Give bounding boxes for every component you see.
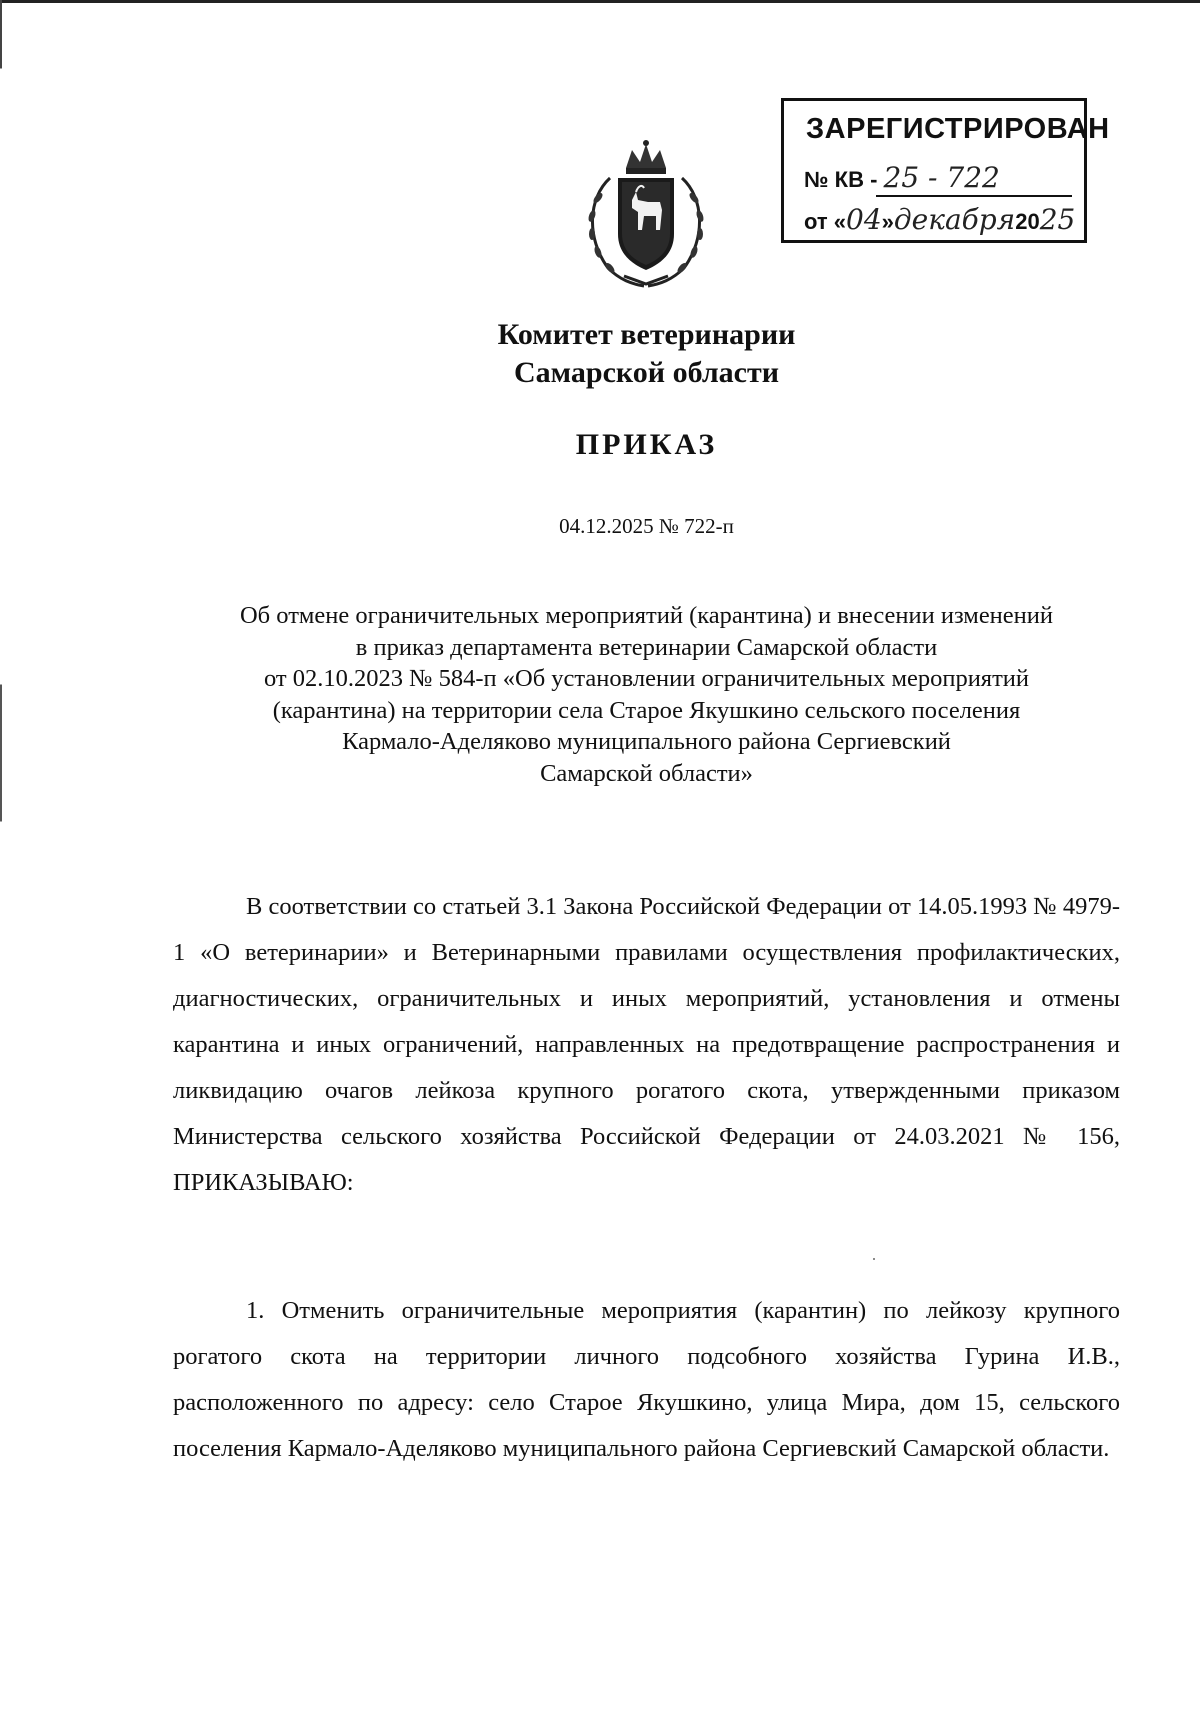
title-line: от 02.10.2023 № 584-п «Об установлении ограничительных мероприятий: [263, 665, 1030, 692]
stamp-number-label: № КВ -: [804, 167, 878, 192]
stamp-date-separator: »: [881, 209, 894, 234]
scan-edge-left: [0, 0, 2, 1711]
preamble-paragraph: В соответствии со статьей 3.1 Закона Российской Федерации от 14.05.1993 № 4979-1 «О ветеринарии» и Ветеринарными правилами осуществления профилактических, диагностических, ограничительных и иных мероприятий, установления и отмены карантина и иных ограничений, направленных на предотвращение распространения и ликвидацию очагов лейкоза крупного рогатого скота, утвержденными приказом Министерства сельского хозяйства Российской Федерации от 24.03.2021 № 156, ПРИКАЗЫВАЮ:: [173, 893, 1120, 1196]
scan-speck: [873, 1258, 875, 1260]
scan-edge-top: [0, 0, 1200, 3]
title-line: в приказ департамента ветеринарии Самарской области: [355, 633, 938, 661]
stamp-date-row: [804, 203, 1075, 236]
stamp-title: ЗАРЕГИСТРИРОВАН: [806, 113, 1110, 145]
stamp-number-underline: [876, 195, 1072, 197]
order-item-1-paragraph: 1. Отменить ограничительные мероприятия (карантин) по лейкозу крупного рогатого скота на территории личного подсобного хозяйства Гурина И.В., расположенного по адресу: село Старое Якушкино, улица Мира, дом 15, сельского поселения Кармало-Аделяково муниципального района Сергиевский Самарской области.: [173, 1297, 1120, 1462]
coat-of-arms-icon: [580, 138, 712, 288]
document-date-number: 04.12.2025 № 722-п: [559, 514, 734, 538]
stamp-date-day: 04: [846, 203, 882, 236]
stamp-date-year: 25: [1039, 203, 1076, 236]
organization-name: [0, 316, 1200, 392]
stamp-number-row: [804, 161, 1000, 194]
document-type: ПРИКАЗ: [575, 428, 718, 461]
title-line: Кармало-Аделяково муниципального района Сергиевский: [342, 728, 951, 755]
stamp-date-month: декабря: [893, 203, 1016, 236]
title-line: (карантина) на территории села Старое Якушкино сельского поселения: [272, 696, 1021, 724]
stamp-number-handwritten: 25 - 722: [883, 161, 1000, 194]
organization-line-2: Самарской области: [514, 356, 779, 389]
registration-stamp: [781, 98, 1110, 243]
title-line: Самарской области»: [540, 759, 753, 787]
document-title: [160, 600, 1133, 789]
stamp-date-year-prefix: 20: [1015, 209, 1040, 234]
title-line: Об отмене ограничительных мероприятий (карантина) и внесении изменений: [239, 602, 1054, 629]
organization-line-1: Комитет ветеринарии: [497, 318, 796, 351]
stamp-date-prefix: от «: [804, 209, 847, 234]
